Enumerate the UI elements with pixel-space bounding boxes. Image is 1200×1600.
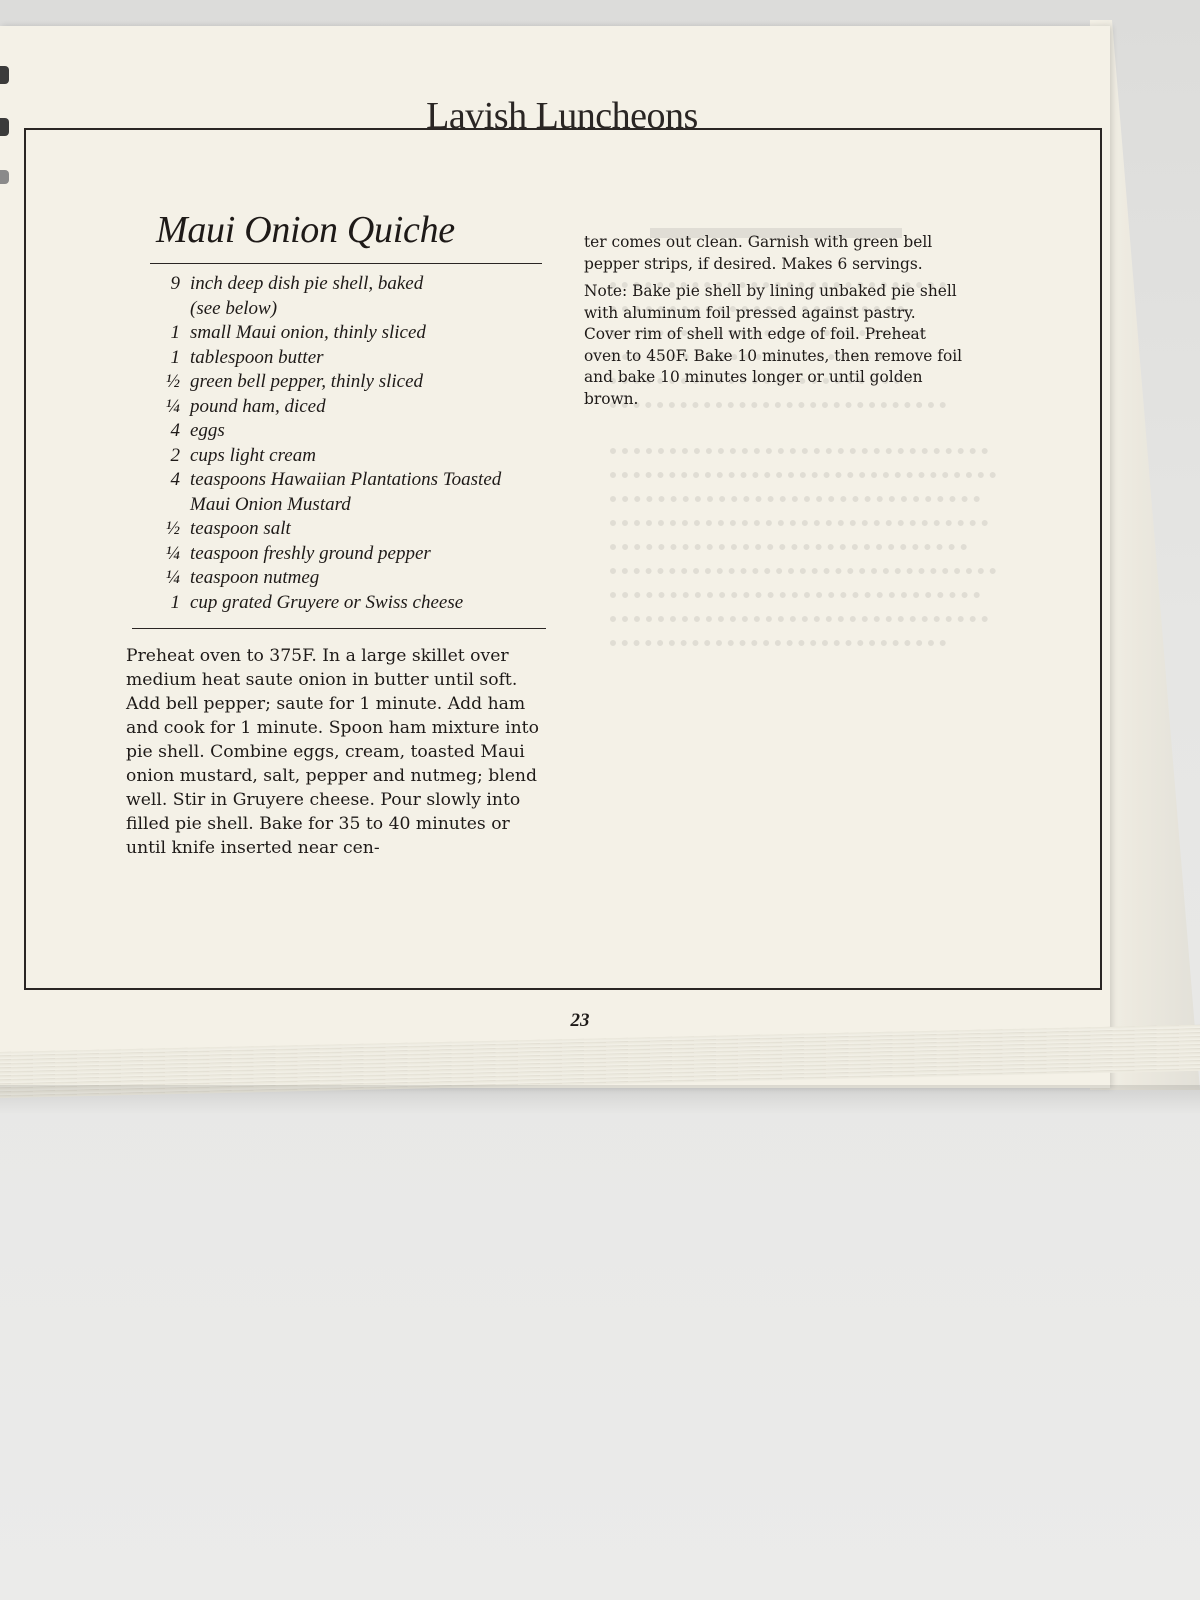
ingredient-text: tablespoon butter xyxy=(190,346,324,368)
ingredient-text: cup grated Gruyere or Swiss cheese xyxy=(190,591,464,613)
title-underline xyxy=(150,263,542,264)
ingredient-list xyxy=(118,272,558,615)
ingredient-text: green bell pepper, thinly sliced xyxy=(190,371,424,392)
ingredient-text: teaspoon salt xyxy=(190,518,291,539)
ingredient-qty: ½ xyxy=(165,518,180,539)
ingredient-text: teaspoon freshly ground pepper xyxy=(190,542,431,564)
ingredient-text: inch deep dish pie shell, baked xyxy=(190,273,424,294)
ingredient-item xyxy=(118,493,558,518)
binding-ring xyxy=(0,66,9,84)
ingredient-text: (see below) xyxy=(190,297,278,319)
ingredient-item xyxy=(118,566,558,591)
recipe-title: Maui Onion Quiche xyxy=(156,209,455,251)
ingredient-qty: ¼ xyxy=(165,395,180,417)
page-number: 23 xyxy=(570,1010,590,1031)
ingredient-text: pound ham, diced xyxy=(190,395,326,417)
ingredient-text: Maui Onion Mustard xyxy=(190,493,351,515)
ingredient-qty: ¼ xyxy=(165,567,180,588)
ingredient-item xyxy=(118,468,558,493)
method-continued-column xyxy=(584,232,964,416)
ingredient-qty: 2 xyxy=(170,444,180,466)
ingredient-text: teaspoon nutmeg xyxy=(190,567,320,588)
ingredient-item xyxy=(118,517,558,542)
method-text: Preheat oven to 375F. In a large skillet over medium heat saute onion in butter until soft. Add bell pepper; saute for 1 minute. Add ham and cook for 1 minute. Spoon ham mixture into pie shell. Combine eggs, cream, toasted Maui onion mustard, salt, pepper and nutmeg; blend well. Stir in Gruyere cheese. Pour slowly into filled pie shell. Bake for 35 to 40 minutes or until knife inserted near cen- xyxy=(126,646,539,858)
ingredient-item xyxy=(118,297,558,322)
ingredient-item xyxy=(118,321,558,346)
ingredient-text: teaspoons Hawaiian Plantations Toasted xyxy=(190,469,502,490)
ingredient-qty: 9 xyxy=(170,273,180,294)
ingredients-divider xyxy=(132,628,546,629)
ingredient-item xyxy=(118,395,558,420)
ingredient-qty: ½ xyxy=(165,371,180,392)
ingredient-item xyxy=(118,419,558,444)
ingredient-item xyxy=(118,370,558,395)
ingredient-qty: 4 xyxy=(170,420,180,441)
page-shadow xyxy=(0,1085,1200,1115)
ingredient-qty xyxy=(118,493,190,518)
ingredient-qty: ¼ xyxy=(165,542,180,564)
ingredient-qty: 1 xyxy=(170,322,180,343)
ingredient-item xyxy=(118,444,558,469)
note-text: Note: Bake pie shell by lining unbaked pie shell with aluminum foil pressed against pastry. Cover rim of shell with edge of foil. Preheat oven to 450F. Bake 10 minutes, then remove foil and bake 10 minutes longer or until golden brown. xyxy=(584,282,963,408)
ingredient-text: small Maui onion, thinly sliced xyxy=(190,322,426,343)
ingredient-qty: 4 xyxy=(170,469,180,490)
ingredient-qty: 1 xyxy=(170,346,180,368)
ingredient-text: eggs xyxy=(190,420,225,441)
ingredient-item xyxy=(118,542,558,567)
ingredient-item xyxy=(118,346,558,371)
method-continued-text: ter comes out clean. Garnish with green bell pepper strips, if desired. Makes 6 servings. xyxy=(584,233,933,273)
binding-ring xyxy=(0,170,9,184)
ingredient-qty: 1 xyxy=(170,591,180,613)
ingredient-item xyxy=(118,591,558,616)
ingredient-text: cups light cream xyxy=(190,444,316,466)
chapter-heading: Lavish Luncheons xyxy=(426,95,698,137)
ingredient-item xyxy=(118,272,558,297)
ingredient-qty xyxy=(118,297,190,322)
